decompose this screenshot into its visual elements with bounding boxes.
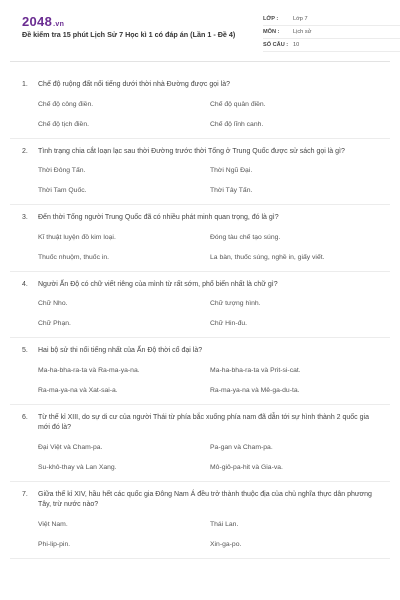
answer-option[interactable]: Pa-gan và Cham-pa. [210, 443, 273, 451]
answer-option[interactable]: Thời Tam Quốc. [38, 187, 87, 194]
answer-option[interactable]: Thái Lan. [210, 520, 239, 528]
question-item [10, 405, 390, 482]
question-text: Hai bộ sử thi nổi tiếng nhất của Ấn Độ thời cổ đại là? [38, 347, 203, 354]
answer-option[interactable]: Xin-ga-po. [210, 540, 242, 548]
meta-label: SỐ CÂU : [263, 42, 289, 48]
question-text-row [22, 72, 378, 91]
question-item [10, 272, 390, 339]
page-title: Đề kiểm tra 15 phút Lịch Sử 7 Học kì 1 có đáp án (Lần 1 - Đề 4) [22, 30, 236, 39]
answer-option[interactable]: Đại Việt và Cham-pa. [38, 443, 103, 451]
answer-option[interactable]: Kĩ thuật luyện đồ kim loại. [38, 233, 116, 241]
question-item [10, 72, 390, 139]
question-text-row [22, 139, 378, 158]
question-text: Người Ấn Độ có chữ viết riêng của mình từ rất sớm, phổ biến nhất là chữ gì? [38, 280, 278, 288]
answer-option[interactable]: Chế độ quân điền. [210, 100, 266, 108]
answer-option[interactable]: Thuốc nhuộm, thuốc in. [38, 253, 110, 261]
answer-option[interactable]: Thời Ngũ Đại. [210, 167, 253, 174]
answer-options [22, 233, 378, 271]
question-text: Từ thế kỉ XIII, do sự di cư của người Thái từ phía bắc xuống phía nam đã dẫn tới sự hình thành 2 quốc gia mới đó là? [38, 413, 369, 431]
meta-label: MÔN : [263, 29, 280, 35]
question-text-row [22, 272, 378, 291]
answer-option[interactable]: Ra-ma-ya-na và Mê-ga-du-ta. [210, 386, 300, 394]
answer-option[interactable]: Chữ Nho. [38, 300, 68, 307]
answer-option[interactable]: Ma-ha-bha-ra-ta và Ra-ma-ya-na. [38, 366, 140, 374]
answer-option[interactable]: Chữ Phạn. [38, 320, 71, 327]
answer-option[interactable]: Việt Nam. [38, 520, 68, 528]
answer-option[interactable]: Su-khô-thay và Lan Xang. [38, 463, 117, 471]
meta-value: Lịch sử [293, 29, 312, 35]
question-text-row [22, 405, 378, 434]
meta-label: LỚP : [263, 16, 279, 22]
answer-option[interactable]: Chữ tượng hình. [210, 300, 261, 307]
meta-row-count [263, 39, 400, 52]
answer-options [22, 520, 378, 558]
answer-option[interactable]: Phi-lip-pin. [38, 540, 71, 548]
answer-option[interactable]: Ra-ma-ya-na và Xat-sai-a. [38, 386, 118, 394]
question-number: 1. [22, 81, 28, 88]
question-list [10, 72, 390, 559]
site-logo[interactable] [22, 14, 64, 29]
question-text-row [22, 482, 378, 511]
answer-option[interactable]: Chữ Hin-đu. [210, 320, 248, 327]
meta-info [263, 13, 400, 52]
meta-value: 10 [293, 42, 300, 48]
answer-option[interactable]: Thời Đông Tấn. [38, 167, 86, 174]
answer-options [22, 166, 378, 204]
question-item [10, 205, 390, 272]
question-number: 4. [22, 280, 28, 288]
answer-option[interactable]: Chế độ công điền. [38, 100, 94, 108]
answer-options [22, 299, 378, 337]
answer-options [22, 366, 378, 404]
meta-value: Lớp 7 [293, 16, 308, 22]
question-item [10, 139, 390, 206]
question-number: 5. [22, 347, 28, 354]
question-item [10, 338, 390, 405]
answer-option[interactable]: Đóng tàu chế tạo súng. [210, 233, 281, 241]
question-number: 6. [22, 413, 28, 421]
question-number: 2. [22, 147, 28, 155]
question-text: Chế độ ruộng đất nổi tiếng dưới thời nhà Đường được gọi là? [38, 81, 230, 88]
question-number: 7. [22, 490, 28, 498]
answer-options [22, 100, 378, 138]
question-text: Đến thời Tống người Trung Quốc đã có nhiều phát minh quan trọng, đó là gì? [38, 214, 279, 221]
answer-option[interactable]: La bàn, thuốc súng, nghề in, giấy viết. [210, 253, 325, 261]
logo-text: 2048 [22, 14, 53, 29]
question-text: Tình trạng chia cắt loạn lạc sau thời Đường trước thời Tống ở Trung Quốc được sử sách gọi là gì? [38, 147, 345, 155]
logo-suffix: .vn [53, 21, 65, 28]
answer-options [22, 443, 378, 481]
question-item [10, 482, 390, 559]
meta-row-subject [263, 26, 400, 39]
answer-option[interactable]: Chế độ lĩnh canh. [210, 120, 264, 128]
header [10, 0, 390, 62]
question-text-row [22, 338, 378, 357]
question-text-row [22, 205, 378, 224]
answer-option[interactable]: Chế độ tịch điền. [38, 120, 90, 128]
question-text: Giữa thế kỉ XIV, hầu hết các quốc gia Đông Nam Á đều trở thành thuộc địa của chủ nghĩa thực dân phương Tây, trừ nước nào? [38, 490, 372, 508]
answer-option[interactable]: Ma-ha-bha-ra-ta và Prit-si-cat. [210, 366, 301, 374]
answer-option[interactable]: Thời Tây Tấn. [210, 187, 253, 194]
meta-row-class [263, 13, 400, 26]
answer-option[interactable]: Mô-giô-pa-hit và Gia-va. [210, 463, 283, 471]
question-number: 3. [22, 214, 28, 221]
